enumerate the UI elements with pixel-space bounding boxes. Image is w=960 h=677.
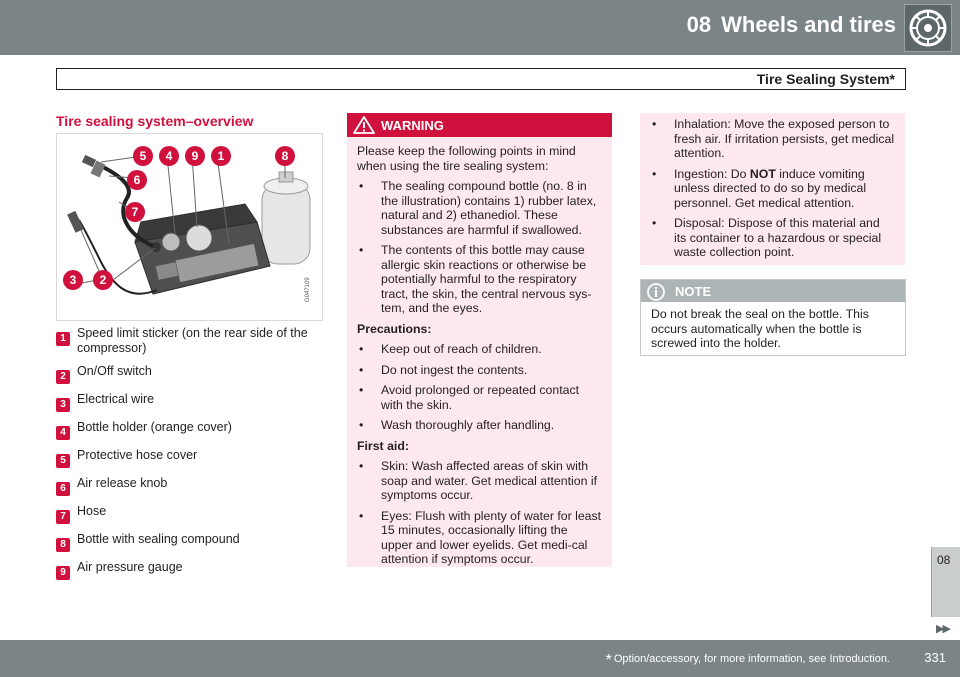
callout-5: 5 bbox=[139, 149, 147, 163]
callout-7: 7 bbox=[131, 205, 139, 219]
double-chevron-right-icon[interactable]: ▶▶ bbox=[936, 623, 949, 635]
chapter-title bbox=[687, 12, 896, 38]
chapter-side-tab[interactable] bbox=[931, 547, 960, 617]
warning-title: WARNING bbox=[381, 118, 444, 133]
footnote bbox=[606, 652, 890, 670]
note-box bbox=[640, 279, 906, 356]
side-tab-label: 08 bbox=[937, 553, 951, 567]
warning-intro: Please keep the following points in mind when using the tire sealing system: bbox=[357, 144, 576, 173]
list-item: • Do not ingest the contents. bbox=[359, 362, 528, 377]
warning-triangle-icon bbox=[353, 116, 375, 134]
info-circle-icon bbox=[646, 282, 666, 302]
callout-2: 2 bbox=[99, 273, 107, 287]
legend-list bbox=[56, 326, 326, 588]
list-item: • Keep out of reach of children. bbox=[359, 342, 542, 356]
list-item: • Avoid prolonged or repeated contact with the skin. bbox=[359, 383, 580, 412]
page-number: 331 bbox=[924, 650, 946, 665]
list-item: 6 Air release knob bbox=[56, 476, 326, 496]
first-aid-label: First aid: bbox=[357, 438, 409, 453]
list-item: • Eyes: Flush with plenty of water for least 15 minutes, occasionally lifting the upper and lower eyelids. Get medi-cal attention if symptoms occur. bbox=[359, 508, 602, 566]
precautions-label: Precautions: bbox=[357, 321, 432, 336]
list-item: • The sealing compound bottle (no. 8 in the illustration) contains 1) rubber latex, natural and 2) ethanediol. These substances are harmful if swallowed. bbox=[359, 179, 597, 237]
callout-1: 1 bbox=[217, 149, 225, 163]
callout-8: 8 bbox=[281, 149, 289, 163]
warning-continued bbox=[640, 113, 905, 265]
warning-box bbox=[347, 113, 612, 567]
note-text: Do not break the seal on the bottle. This occurs automatically when the bottle is screwed into the holder. bbox=[651, 307, 869, 350]
callout-6: 6 bbox=[133, 173, 141, 187]
list-item: 2 On/Off switch bbox=[56, 364, 326, 384]
header-band bbox=[0, 0, 960, 55]
list-item: • Inhalation: Move the exposed person to fresh air. If irritation persists, get medical attention. bbox=[652, 117, 895, 160]
list-item: • Wash thoroughly after handling. bbox=[359, 418, 555, 432]
note-title: NOTE bbox=[675, 284, 712, 299]
list-item: 3 Electrical wire bbox=[56, 392, 326, 412]
figure-code: G047109 bbox=[305, 277, 311, 302]
section-header bbox=[56, 68, 906, 90]
section-title: Tire Sealing System* bbox=[756, 71, 895, 87]
tire-sealing-kit-illustration bbox=[56, 133, 323, 321]
list-item: • The contents of this bottle may cause allergic skin reactions or otherwise be potentially harmful to the respiratory tract, the skin, the central nervous sys-tem, and the eyes. bbox=[359, 243, 592, 315]
list-item: 9 Air pressure gauge bbox=[56, 560, 326, 580]
footnote-text: Option/accessory, for more information, see Introduction. bbox=[613, 653, 890, 665]
list-item: 5 Protective hose cover bbox=[56, 448, 326, 468]
tire-icon bbox=[904, 4, 952, 52]
footer-band bbox=[0, 640, 960, 677]
list-item: • Skin: Wash affected areas of skin with soap and water. Get medical attention if symptoms occur. bbox=[359, 459, 598, 502]
list-item: 4 Bottle holder (orange cover) bbox=[56, 420, 326, 440]
list-item: 1 Speed limit sticker (on the rear side of the compressor) bbox=[56, 326, 326, 356]
footnote-star: * bbox=[605, 652, 612, 669]
chapter-name: Wheels and tires bbox=[721, 12, 896, 37]
callout-4: 4 bbox=[165, 149, 173, 163]
list-item: 8 Bottle with sealing compound bbox=[56, 532, 326, 552]
overview-heading: Tire sealing system–overview bbox=[56, 113, 254, 129]
chapter-number: 08 bbox=[686, 12, 712, 37]
warning-body bbox=[347, 137, 612, 567]
list-item: • Disposal: Dispose of this material and its container to a hazardous or special waste collection point. bbox=[652, 216, 882, 259]
callout-3: 3 bbox=[69, 273, 77, 287]
list-item: 7 Hose bbox=[56, 504, 326, 524]
list-item: • Ingestion: Do NOT induce vomiting unless directed to do so by medical personnel. Get medical attention. bbox=[652, 166, 867, 210]
note-header bbox=[641, 280, 905, 302]
callout-9: 9 bbox=[191, 149, 199, 163]
warning-header bbox=[347, 113, 612, 137]
